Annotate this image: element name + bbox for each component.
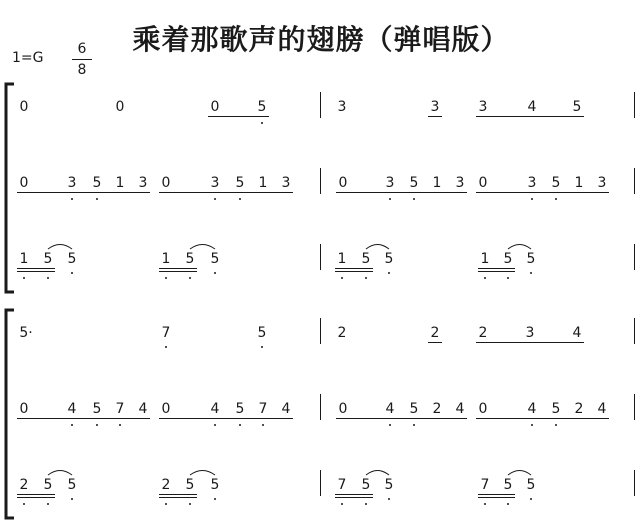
octave-dot-below <box>555 424 557 426</box>
note: 5 <box>210 477 220 493</box>
meter-fraction-bar <box>72 59 92 60</box>
beam-underline <box>17 418 150 419</box>
octave-dot-below <box>71 424 73 426</box>
beam-underline <box>336 418 467 419</box>
tie-slur <box>190 245 215 250</box>
note: 1 <box>480 251 490 267</box>
note: 2 <box>161 477 171 493</box>
note: 7 <box>161 325 171 341</box>
barline <box>634 244 635 270</box>
barline <box>320 394 321 420</box>
note: 0 <box>19 175 29 191</box>
beam-underline <box>17 494 55 495</box>
octave-dot-below <box>96 424 98 426</box>
octave-dot-below <box>341 503 343 505</box>
octave-dot-below <box>530 498 532 500</box>
note: 4 <box>138 401 148 417</box>
note: 5 <box>409 401 419 417</box>
note: 0 <box>210 99 220 115</box>
octave-dot-below <box>365 503 367 505</box>
note: 1 <box>574 175 584 191</box>
note: 1 <box>432 175 442 191</box>
note: 5 <box>384 477 394 493</box>
note: 3 <box>337 99 347 115</box>
octave-dot-below <box>261 346 263 348</box>
barline <box>634 470 635 496</box>
note: 7 <box>337 477 347 493</box>
beam-underline <box>476 116 584 117</box>
note: 1 <box>161 251 171 267</box>
note: 5 <box>257 99 267 115</box>
beam-underline <box>159 494 197 495</box>
octave-dot-below <box>96 198 98 200</box>
octave-dot-below <box>262 424 264 426</box>
note: 3 <box>478 99 488 115</box>
octave-dot-below <box>23 277 25 279</box>
octave-dot-below <box>388 272 390 274</box>
note: 3 <box>527 175 537 191</box>
note: 5 <box>92 401 102 417</box>
note: 0 <box>161 401 171 417</box>
note: 4 <box>210 401 220 417</box>
beam-underline-second <box>478 497 515 498</box>
note: 0 <box>338 401 348 417</box>
beam-underline <box>476 418 609 419</box>
tie-slur <box>366 245 389 250</box>
octave-dot-below <box>47 503 49 505</box>
tie-slur <box>508 245 531 250</box>
beam-underline <box>208 116 269 117</box>
octave-dot-below <box>555 198 557 200</box>
tie-slur <box>190 471 215 476</box>
note: 0 <box>478 401 488 417</box>
note: 5 <box>92 175 102 191</box>
note: 2 <box>19 477 29 493</box>
octave-dot-below <box>214 198 216 200</box>
note: 5 <box>43 251 53 267</box>
tie-slur <box>366 471 389 476</box>
note: 5 <box>503 477 513 493</box>
tie-slur <box>48 471 72 476</box>
barline <box>634 394 635 420</box>
octave-dot-below <box>530 272 532 274</box>
note: 5 <box>551 175 561 191</box>
beam-underline-second <box>335 497 373 498</box>
beam-underline-second <box>17 497 55 498</box>
note: 5 <box>503 251 513 267</box>
note: 2 <box>337 325 347 341</box>
beam-underline <box>476 342 584 343</box>
octave-dot-below <box>71 198 73 200</box>
octave-dot-below <box>165 346 167 348</box>
octave-dot-below <box>239 424 241 426</box>
note: 4 <box>527 401 537 417</box>
octave-dot-below <box>189 277 191 279</box>
octave-dot-below <box>507 277 509 279</box>
note: 3 <box>138 175 148 191</box>
note: 4 <box>527 99 537 115</box>
note: 3 <box>455 175 465 191</box>
beam-underline <box>336 192 467 193</box>
note: 5 <box>526 477 536 493</box>
note: 0 <box>338 175 348 191</box>
note: 5 <box>409 175 419 191</box>
note: 7 <box>115 401 125 417</box>
octave-dot-below <box>388 498 390 500</box>
beam-underline <box>335 268 373 269</box>
note: 5 <box>43 477 53 493</box>
note: 4 <box>67 401 77 417</box>
beam-underline-second <box>159 497 197 498</box>
note: 3 <box>210 175 220 191</box>
octave-dot-below <box>189 503 191 505</box>
octave-dot-below <box>261 122 263 124</box>
barline <box>320 92 321 118</box>
beam-underline <box>478 494 515 495</box>
octave-dot-below <box>214 498 216 500</box>
note: 1 <box>19 251 29 267</box>
octave-dot-below <box>531 424 533 426</box>
octave-dot-below <box>23 503 25 505</box>
tie-slur <box>508 471 531 476</box>
note: 5 <box>361 477 371 493</box>
system-bracket <box>6 310 14 518</box>
barline <box>320 168 321 194</box>
octave-dot-below <box>365 277 367 279</box>
beam-underline <box>17 192 150 193</box>
note: 4 <box>455 401 465 417</box>
octave-dot-below <box>71 498 73 500</box>
note: 7 <box>480 477 490 493</box>
note: 3 <box>525 325 535 341</box>
tie-slur <box>48 245 72 250</box>
note: 2 <box>430 325 440 341</box>
system-bracket <box>6 84 14 292</box>
beam-underline <box>335 494 373 495</box>
octave-dot-below <box>214 272 216 274</box>
beam-underline <box>428 116 442 117</box>
octave-dot-below <box>413 198 415 200</box>
note: 7 <box>258 401 268 417</box>
note: 1 <box>258 175 268 191</box>
note: 4 <box>385 401 395 417</box>
octave-dot-below <box>165 503 167 505</box>
barline <box>320 244 321 270</box>
note: 3 <box>430 99 440 115</box>
note: 5 <box>185 251 195 267</box>
note: 5 <box>384 251 394 267</box>
octave-dot-below <box>531 198 533 200</box>
note: 4 <box>572 325 582 341</box>
beam-underline-second <box>159 271 197 272</box>
barline <box>320 318 321 344</box>
note: 1 <box>115 175 125 191</box>
note: 0 <box>115 99 125 115</box>
beam-underline <box>159 268 197 269</box>
meter-numerator: 6 <box>77 41 87 57</box>
score-title: 乘着那歌声的翅膀（弹唱版） <box>132 23 510 56</box>
barline <box>634 92 635 118</box>
note: 5 <box>67 251 77 267</box>
note: 5 <box>185 477 195 493</box>
beam-underline <box>159 192 293 193</box>
note: 5 <box>235 175 245 191</box>
beam-underline <box>478 268 515 269</box>
note: 3 <box>281 175 291 191</box>
octave-dot-below <box>165 277 167 279</box>
note: 5 <box>361 251 371 267</box>
note: 4 <box>597 401 607 417</box>
barline <box>634 168 635 194</box>
beam-underline <box>159 418 293 419</box>
note: 5 <box>67 477 77 493</box>
barline <box>634 318 635 344</box>
octave-dot-below <box>389 198 391 200</box>
note: 3 <box>67 175 77 191</box>
beam-underline-second <box>478 271 515 272</box>
time-signature <box>72 40 92 79</box>
note: 5 <box>210 251 220 267</box>
note: 0 <box>19 401 29 417</box>
note: 1 <box>337 251 347 267</box>
octave-dot-below <box>239 198 241 200</box>
key-signature: 1=G <box>12 50 44 66</box>
note: 5 <box>526 251 536 267</box>
note: 5· <box>19 325 33 341</box>
octave-dot-below <box>413 424 415 426</box>
note: 5 <box>257 325 267 341</box>
note: 3 <box>597 175 607 191</box>
note: 5 <box>235 401 245 417</box>
octave-dot-below <box>341 277 343 279</box>
beam-underline <box>476 192 609 193</box>
note: 0 <box>19 99 29 115</box>
note: 2 <box>432 401 442 417</box>
octave-dot-below <box>507 503 509 505</box>
note: 4 <box>281 401 291 417</box>
note: 5 <box>551 401 561 417</box>
octave-dot-below <box>71 272 73 274</box>
beam-underline <box>17 268 55 269</box>
meter-denominator: 8 <box>77 62 87 78</box>
note: 2 <box>478 325 488 341</box>
octave-dot-below <box>47 277 49 279</box>
beam-underline <box>428 342 442 343</box>
note: 3 <box>385 175 395 191</box>
note: 2 <box>574 401 584 417</box>
octave-dot-below <box>389 424 391 426</box>
octave-dot-below <box>214 424 216 426</box>
note: 0 <box>161 175 171 191</box>
beam-underline-second <box>335 271 373 272</box>
note: 5 <box>572 99 582 115</box>
octave-dot-below <box>484 277 486 279</box>
note: 0 <box>478 175 488 191</box>
octave-dot-below <box>119 424 121 426</box>
beam-underline-second <box>17 271 55 272</box>
barline <box>320 470 321 496</box>
octave-dot-below <box>484 503 486 505</box>
